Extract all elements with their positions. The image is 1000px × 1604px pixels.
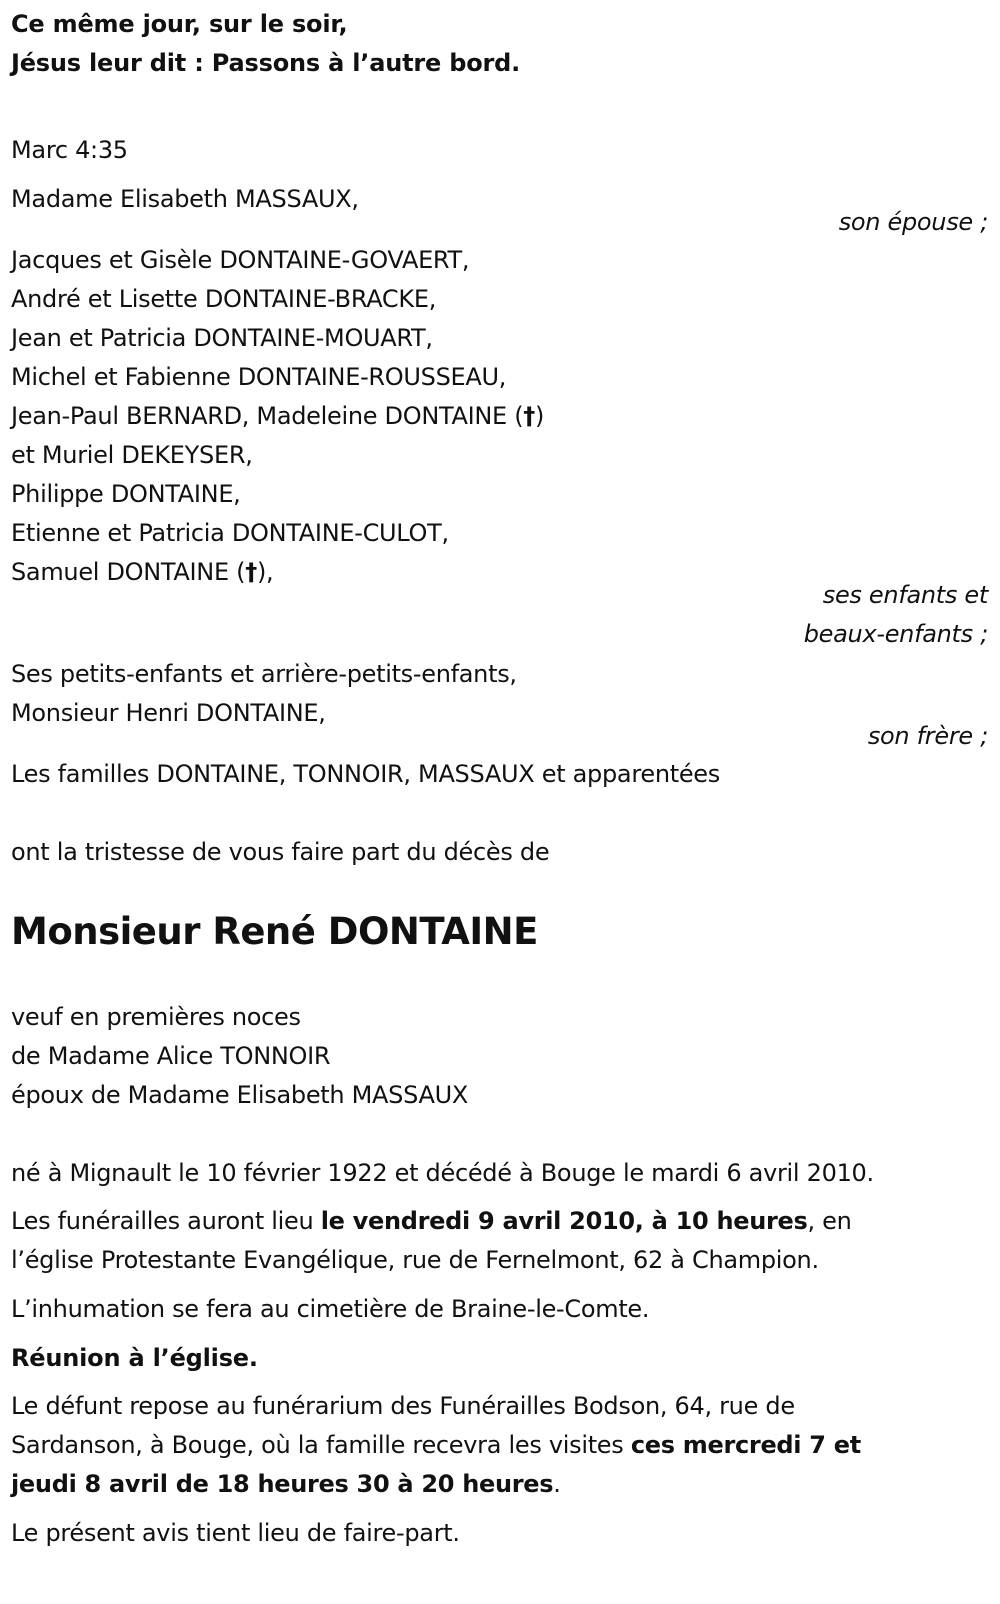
child-line: Philippe DONTAINE, <box>11 480 241 508</box>
child-line: et Muriel DEKEYSER, <box>11 441 253 469</box>
deceased-detail: de Madame Alice TONNOIR <box>11 1042 331 1070</box>
verse-reference: Marc 4:35 <box>11 136 128 164</box>
spouse-relation: son épouse ; <box>838 208 988 236</box>
brother-relation: son frère ; <box>867 722 988 750</box>
visitation-line-1: Le défunt repose au funérarium des Funérailles Bodson, 64, rue de <box>11 1392 795 1420</box>
visitation-dates: ces mercredi 7 et <box>630 1431 861 1459</box>
visitation-prefix: Sardanson, à Bouge, où la famille recevra les visites <box>11 1431 631 1459</box>
verse-line-1: Ce même jour, sur le soir, <box>11 10 348 38</box>
brother-name: Monsieur Henri DONTAINE, <box>11 699 326 727</box>
children-relation-line-1: ses enfants et <box>822 581 988 609</box>
verse-line-2: Jésus leur dit : Passons à l’autre bord. <box>11 49 521 77</box>
child-line-text: Jean-Paul BERNARD, Madeleine DONTAINE ( <box>11 402 524 430</box>
cross-icon: † <box>523 402 535 430</box>
funeral-suffix: , en <box>807 1207 852 1235</box>
announcement-line: ont la tristesse de vous faire part du décès de <box>11 838 550 866</box>
closing-line: Le présent avis tient lieu de faire-part. <box>11 1519 460 1547</box>
meeting-line: Réunion à l’église. <box>11 1344 258 1372</box>
deceased-detail: époux de Madame Elisabeth MASSAUX <box>11 1081 469 1109</box>
child-line-text: Samuel DONTAINE ( <box>11 558 246 586</box>
deceased-name: Monsieur René DONTAINE <box>11 910 538 953</box>
children-relation-line-2: beaux-enfants ; <box>803 620 988 648</box>
visitation-line-2 <box>11 1430 861 1460</box>
burial-line: L’inhumation se fera au cimetière de Braine-le-Comte. <box>11 1295 650 1323</box>
visitation-suffix: . <box>553 1470 561 1498</box>
funeral-location: l’église Protestante Evangélique, rue de Fernelmont, 62 à Champion. <box>11 1246 819 1274</box>
funeral-prefix: Les funérailles auront lieu <box>11 1207 321 1235</box>
child-line-suffix: ) <box>534 402 545 430</box>
grandchildren-line: Ses petits-enfants et arrière-petits-enfants, <box>11 660 517 688</box>
child-line: André et Lisette DONTAINE-BRACKE, <box>11 285 437 313</box>
cross-icon: † <box>245 558 257 586</box>
birth-death-line: né à Mignault le 10 février 1922 et décédé à Bouge le mardi 6 avril 2010. <box>11 1159 874 1187</box>
child-line: Michel et Fabienne DONTAINE-ROUSSEAU, <box>11 363 507 391</box>
child-line-suffix: ), <box>256 558 274 586</box>
child-line: Etienne et Patricia DONTAINE-CULOT, <box>11 519 449 547</box>
spouse-name: Madame Elisabeth MASSAUX, <box>11 185 359 213</box>
funeral-date: le vendredi 9 avril 2010, à 10 heures <box>320 1207 808 1235</box>
families-line: Les familles DONTAINE, TONNOIR, MASSAUX et apparentées <box>11 760 720 788</box>
deceased-detail: veuf en premières noces <box>11 1003 301 1031</box>
funeral-line <box>11 1206 852 1236</box>
child-line <box>11 401 544 431</box>
child-line: Jacques et Gisèle DONTAINE-GOVAERT, <box>11 246 470 274</box>
visitation-hours: jeudi 8 avril de 18 heures 30 à 20 heures <box>11 1470 554 1498</box>
child-line: Jean et Patricia DONTAINE-MOUART, <box>11 324 433 352</box>
child-line <box>11 557 273 587</box>
visitation-line-3 <box>11 1469 561 1499</box>
